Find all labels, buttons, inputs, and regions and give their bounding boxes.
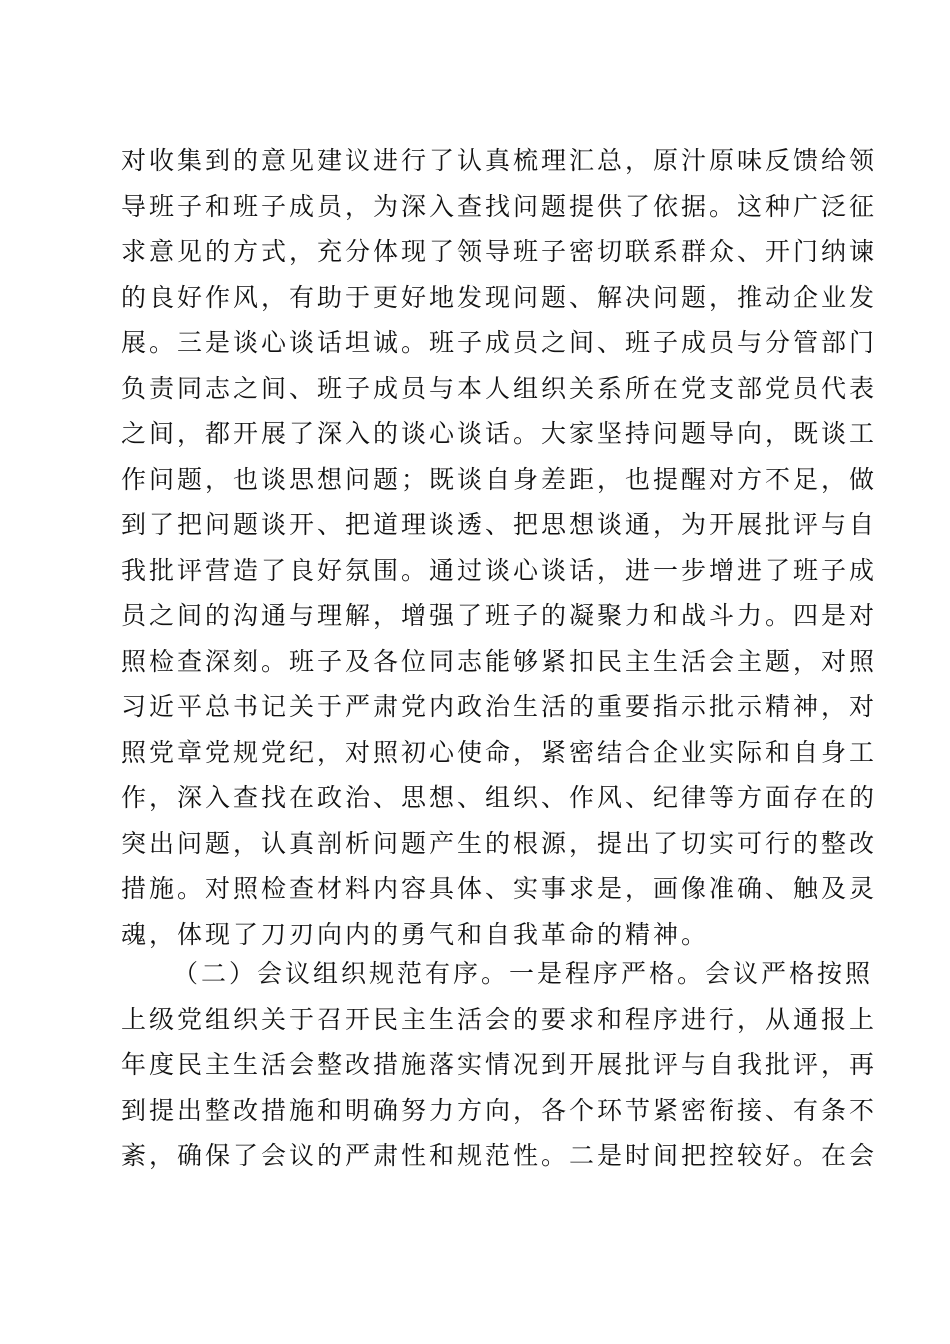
paragraph-1-line: 习近平总书记关于严肃党内政治生活的重要指示批示精神，对 [121, 692, 878, 721]
paragraph-1-line: 作，深入查找在政治、思想、组织、作风、纪律等方面存在的 [121, 783, 878, 812]
paragraph-1-line: 到了把问题谈开、把道理谈透、把思想谈通，为开展批评与自 [121, 510, 878, 539]
paragraph-2-heading-line: （二）会议组织规范有序。一是程序严格。会议严格按照 [173, 959, 874, 988]
paragraph-1-line: 照党章党规党纪，对照初心使命，紧密结合企业实际和自身工 [121, 737, 878, 767]
paragraph-1-line: 突出问题，认真剖析问题产生的根源，提出了切实可行的整改 [121, 828, 878, 858]
paragraph-1-line: 的良好作风，有助于更好地发现问题、解决问题，推动企业发 [121, 282, 878, 312]
paragraph-1-line: 展。三是谈心谈话坦诚。班子成员之间、班子成员与分管部门 [121, 328, 878, 357]
paragraph-1-line: 措施。对照检查材料内容具体、实事求是，画像准确、触及灵 [121, 874, 878, 903]
paragraph-1-line: 照检查深刻。班子及各位同志能够紧扣民主生活会主题，对照 [121, 646, 878, 676]
paragraph-1-line: 导班子和班子成员，为深入查找问题提供了依据。这种广泛征 [121, 191, 878, 221]
paragraph-1-line: 作问题，也谈思想问题；既谈自身差距，也提醒对方不足，做 [121, 464, 878, 494]
paragraph-2 [121, 951, 878, 1179]
paragraph-1-line: 员之间的沟通与理解，增强了班子的凝聚力和战斗力。四是对 [121, 601, 878, 630]
paragraph-1-line: 魂，体现了刀刃向内的勇气和自我革命的精神。 [121, 919, 710, 949]
paragraph-2-line: 上级党组织关于召开民主生活会的要求和程序进行，从通报上 [121, 1004, 878, 1034]
paragraph-1-line: 之间，都开展了深入的谈心谈话。大家坚持问题导向，既谈工 [121, 419, 878, 448]
paragraph-1-line: 对收集到的意见建议进行了认真梳理汇总，原汁原味反馈给领 [121, 146, 878, 175]
paragraph-1 [121, 138, 878, 957]
paragraph-2-line: 年度民主生活会整改措施落实情况到开展批评与自我批评，再 [121, 1050, 878, 1079]
paragraph-1-line: 我批评营造了良好氛围。通过谈心谈话，进一步增进了班子成 [121, 555, 878, 585]
paragraph-1-line: 负责同志之间、班子成员与本人组织关系所在党支部党员代表 [121, 373, 878, 403]
paragraph-2-line: 到提出整改措施和明确努力方向，各个环节紧密衔接、有条不 [121, 1095, 878, 1125]
paragraph-1-line: 求意见的方式，充分体现了领导班子密切联系群众、开门纳谏 [121, 237, 878, 266]
paragraph-2-line: 紊，确保了会议的严肃性和规范性。二是时间把控较好。在会 [121, 1141, 878, 1170]
